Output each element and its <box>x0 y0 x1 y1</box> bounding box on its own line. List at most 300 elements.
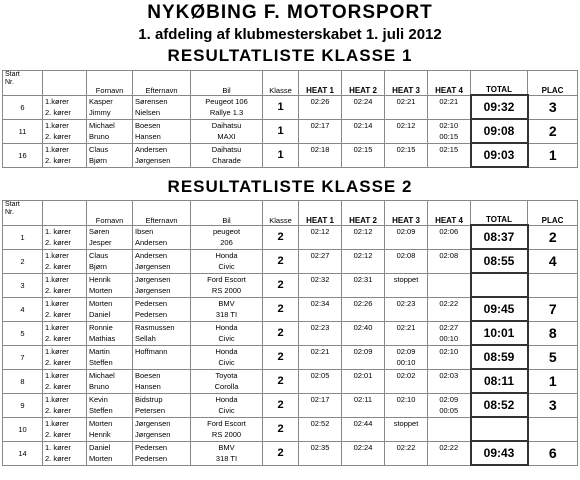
efternavn-cell-line-2: Pedersen <box>135 310 168 319</box>
plac-cell: 1 <box>528 143 578 167</box>
heat3-cell-line-2 <box>387 285 425 296</box>
results-table-klasse-1 <box>2 70 578 168</box>
efternavn-cell-line-2 <box>135 357 188 368</box>
heat4-cell-line-1: 02:21 <box>439 97 459 106</box>
heat2-cell-line-1: 02:12 <box>353 251 373 260</box>
heat1-cell-line-1: 02:12 <box>310 227 330 236</box>
table-row <box>3 95 578 119</box>
fornavn-cell <box>87 345 133 369</box>
heat4-cell <box>428 143 471 167</box>
heat3-cell <box>385 441 428 465</box>
heat3-cell-line-1: 02:09 <box>396 227 416 236</box>
heat1-cell <box>299 273 342 297</box>
heat2-cell <box>342 417 385 441</box>
heat4-cell-line-2 <box>430 453 468 464</box>
bil-cell-line-1: BMV <box>218 299 235 308</box>
heat4-cell-line-2 <box>430 429 468 440</box>
efternavn-cell-line-2: Pedersen <box>135 454 168 463</box>
heat3-cell-line-2 <box>387 131 425 142</box>
heat2-cell <box>342 143 385 167</box>
driver-role-cell-line-1: 1. kører <box>45 227 71 236</box>
total-cell: 08:59 <box>471 345 528 369</box>
heat1-cell <box>299 297 342 321</box>
start-nr-cell: 5 <box>3 321 43 345</box>
total-cell: 09:08 <box>471 119 528 143</box>
driver-role-cell-line-2: 2. kører <box>45 156 71 165</box>
heat4-cell-line-1: 02:08 <box>439 251 459 260</box>
heat3-cell <box>385 273 428 297</box>
driver-role-cell-line-2: 2. kører <box>45 430 71 439</box>
heat2-cell-line-2 <box>344 261 382 272</box>
bil-cell-line-1: Ford Escort <box>207 419 246 428</box>
bil-cell <box>191 441 263 465</box>
fornavn-cell-line-2: Daniel <box>89 310 111 319</box>
heat1-cell <box>299 393 342 417</box>
heat4-cell <box>428 321 471 345</box>
heat3-cell <box>385 321 428 345</box>
bil-cell-line-1: BMV <box>218 443 235 452</box>
heat4-cell-line-1: 02:22 <box>439 443 459 452</box>
efternavn-cell <box>133 297 191 321</box>
fornavn-cell-line-1: Morten <box>89 299 113 308</box>
heat1-cell-line-2 <box>301 309 339 320</box>
heat4-cell-line-2: 00:10 <box>439 334 459 343</box>
plac-cell: 3 <box>528 95 578 119</box>
efternavn-cell <box>133 321 191 345</box>
efternavn-cell-line-2: Nielsen <box>135 108 161 117</box>
klasse-cell: 2 <box>263 393 299 417</box>
heat3-cell-line-2 <box>387 237 425 248</box>
bil-cell-line-2: RS 2000 <box>211 286 242 295</box>
heat3-cell-line-1: 02:21 <box>396 97 416 106</box>
efternavn-cell-line-1: Hoffmann <box>135 347 168 356</box>
heat2-cell <box>342 369 385 393</box>
driver-role-cell-line-1: 1.kører <box>45 347 69 356</box>
heat2-cell-line-2 <box>344 309 382 320</box>
table-header-row <box>3 71 578 96</box>
col-header-start-nr: Start Nr. <box>3 201 43 226</box>
heat3-cell-line-1: stoppet <box>393 275 419 284</box>
heat3-cell-line-1: 02:02 <box>396 371 416 380</box>
driver-role-cell-line-1: 1.kører <box>45 395 69 404</box>
driver-role-cell-line-1: 1.kører <box>45 275 69 284</box>
driver-role-cell-line-2: 2. kører <box>45 358 71 367</box>
fornavn-cell-line-1: Martin <box>89 347 110 356</box>
heat1-cell <box>299 225 342 249</box>
efternavn-cell-line-2: Hansen <box>135 382 161 391</box>
fornavn-cell <box>87 417 133 441</box>
heat3-cell-line-1: 02:09 <box>396 347 416 356</box>
driver-role-cell-line-1: 1.kører <box>45 251 69 260</box>
bil-cell <box>191 273 263 297</box>
heat1-cell-line-2 <box>301 131 339 142</box>
heat1-cell <box>299 417 342 441</box>
heat2-cell-line-2 <box>344 429 382 440</box>
bil-cell-line-1: Ford Escort <box>207 275 246 284</box>
heat4-cell-line-1: 02:09 <box>439 395 459 404</box>
fornavn-cell-line-1: Claus <box>89 145 109 154</box>
heat4-cell <box>428 249 471 273</box>
heat4-cell <box>428 393 471 417</box>
heat2-cell <box>342 441 385 465</box>
page-header <box>0 0 580 70</box>
bil-cell <box>191 345 263 369</box>
bil-cell-line-1: Honda <box>215 347 238 356</box>
heat2-cell <box>342 225 385 249</box>
page-title: NYKØBING F. MOTORSPORT <box>147 2 433 23</box>
efternavn-cell-line-2: Jørgensen <box>135 286 171 295</box>
start-nr-cell: 4 <box>3 297 43 321</box>
total-cell <box>471 273 528 297</box>
total-cell: 08:37 <box>471 225 528 249</box>
heat2-cell-line-1: 02:14 <box>353 121 373 130</box>
efternavn-cell-line-1: Boesen <box>135 121 161 130</box>
heat4-cell <box>428 225 471 249</box>
driver-role-cell <box>43 441 87 465</box>
heat4-cell-line-2 <box>430 285 468 296</box>
heat2-cell <box>342 345 385 369</box>
bil-cell <box>191 417 263 441</box>
heat1-cell <box>299 95 342 119</box>
fornavn-cell-line-1: Søren <box>89 227 110 236</box>
heat4-cell <box>428 95 471 119</box>
driver-role-cell-line-2: 2. kører <box>45 310 71 319</box>
driver-role-cell-line-1: 1.kører <box>45 419 69 428</box>
efternavn-cell-line-1: Sørensen <box>135 97 168 106</box>
total-cell: 09:03 <box>471 143 528 167</box>
heat2-cell-line-1: 02:01 <box>353 371 373 380</box>
heat3-cell-line-1: 02:23 <box>396 299 416 308</box>
heat3-cell <box>385 143 428 167</box>
bil-cell-line-2: RS 2000 <box>211 430 242 439</box>
heat1-cell-line-1: 02:27 <box>310 251 330 260</box>
efternavn-cell-line-2: Sellah <box>135 334 156 343</box>
heat3-cell <box>385 369 428 393</box>
heat1-cell-line-2 <box>301 429 339 440</box>
heat4-cell-line-1: 02:10 <box>439 347 459 356</box>
efternavn-cell <box>133 249 191 273</box>
heat2-cell-line-1: 02:24 <box>353 97 373 106</box>
heat4-cell-line-1: 02:10 <box>439 121 459 130</box>
fornavn-cell <box>87 441 133 465</box>
col-header-efternavn: Efternavn <box>133 71 191 96</box>
plac-cell: 1 <box>528 369 578 393</box>
page-subtitle: 1. afdeling af klubmesterskabet 1. juli 2012 <box>138 26 442 43</box>
bil-cell <box>191 393 263 417</box>
fornavn-cell-line-2: Morten <box>89 286 113 295</box>
heat1-cell <box>299 345 342 369</box>
table-row <box>3 345 578 369</box>
heat2-cell <box>342 273 385 297</box>
efternavn-cell-line-1: Bidstrup <box>135 395 163 404</box>
driver-role-cell-line-2: 2. kører <box>45 286 71 295</box>
driver-role-cell-line-2: 2. kører <box>45 262 71 271</box>
heat1-cell <box>299 249 342 273</box>
efternavn-cell <box>133 95 191 119</box>
heat3-cell-line-2: 00:10 <box>396 358 416 367</box>
col-header-total: TOTAL <box>471 71 528 96</box>
fornavn-cell-line-2: Bjørn <box>89 262 107 271</box>
fornavn-cell <box>87 119 133 143</box>
col-header-start-nr: Start Nr. <box>3 71 43 96</box>
heat2-cell <box>342 95 385 119</box>
heat3-cell-line-1: 02:22 <box>396 443 416 452</box>
heat1-cell <box>299 321 342 345</box>
bil-cell-line-1: Honda <box>215 323 238 332</box>
heat4-cell-line-1: 02:03 <box>439 371 459 380</box>
klasse-cell: 1 <box>263 95 299 119</box>
heat1-cell-line-1: 02:32 <box>310 275 330 284</box>
fornavn-cell <box>87 249 133 273</box>
heat1-cell-line-2 <box>301 107 339 118</box>
heat3-cell-line-1: 02:12 <box>396 121 416 130</box>
total-cell <box>471 417 528 441</box>
fornavn-cell-line-2: Steffen <box>89 358 113 367</box>
heat4-cell-line-2 <box>430 357 468 368</box>
heat4-cell-line-2 <box>430 261 468 272</box>
table-row <box>3 441 578 465</box>
heat1-cell-line-2 <box>301 453 339 464</box>
total-cell: 10:01 <box>471 321 528 345</box>
heat4-cell-line-2 <box>430 237 468 248</box>
heat4-cell <box>428 369 471 393</box>
efternavn-cell-line-1: Ibsen <box>135 227 154 236</box>
driver-role-cell <box>43 417 87 441</box>
plac-cell: 2 <box>528 225 578 249</box>
heat2-cell-line-2 <box>344 155 382 166</box>
driver-role-cell <box>43 143 87 167</box>
heat4-cell-line-2 <box>430 155 468 166</box>
heat3-cell <box>385 345 428 369</box>
heat4-cell <box>428 297 471 321</box>
plac-cell <box>528 417 578 441</box>
bil-cell-line-1: Daihatsu <box>211 121 242 130</box>
heat1-cell-line-2 <box>301 333 339 344</box>
start-nr-cell: 8 <box>3 369 43 393</box>
heat2-cell-line-2 <box>344 333 382 344</box>
plac-cell: 3 <box>528 393 578 417</box>
heat2-cell-line-2 <box>344 357 382 368</box>
table-row <box>3 249 578 273</box>
driver-role-cell <box>43 369 87 393</box>
bil-cell-line-2: Civic <box>218 358 235 367</box>
col-header-heat3: HEAT 3 <box>385 201 428 226</box>
efternavn-cell <box>133 119 191 143</box>
bil-cell-line-2: Rallye 1.3 <box>209 108 244 117</box>
efternavn-cell-line-2: Jørgensen <box>135 262 171 271</box>
efternavn-cell-line-2: Andersen <box>135 238 168 247</box>
klasse-cell: 2 <box>263 297 299 321</box>
heat4-cell-line-1: 02:06 <box>439 227 459 236</box>
bil-cell <box>191 95 263 119</box>
plac-cell <box>528 273 578 297</box>
heat4-cell-line-1 <box>430 418 468 429</box>
heat1-cell-line-2 <box>301 405 339 416</box>
start-nr-cell: 16 <box>3 143 43 167</box>
results-table-klasse-2 <box>2 200 578 466</box>
heat1-cell-line-2 <box>301 357 339 368</box>
bil-cell-line-2: 318 TI <box>215 310 238 319</box>
heat2-cell <box>342 393 385 417</box>
fornavn-cell-line-1: Daniel <box>89 443 111 452</box>
total-cell: 09:45 <box>471 297 528 321</box>
efternavn-cell <box>133 393 191 417</box>
heat4-cell-line-2 <box>430 107 468 118</box>
heat1-cell-line-2 <box>301 155 339 166</box>
heat2-cell-line-2 <box>344 131 382 142</box>
heat4-cell-line-1: 02:22 <box>439 299 459 308</box>
efternavn-cell-line-2: Jørgensen <box>135 156 171 165</box>
heat1-cell-line-1: 02:34 <box>310 299 330 308</box>
heat2-cell-line-1: 02:40 <box>353 323 373 332</box>
efternavn-cell-line-1: Jørgensen <box>135 419 171 428</box>
total-cell: 08:55 <box>471 249 528 273</box>
fornavn-cell-line-1: Ronnie <box>89 323 113 332</box>
table-row <box>3 321 578 345</box>
table-row <box>3 143 578 167</box>
driver-role-cell <box>43 345 87 369</box>
driver-role-cell-line-1: 1.kører <box>45 323 69 332</box>
col-header-klasse: Klasse <box>263 201 299 226</box>
table-row <box>3 297 578 321</box>
heat3-cell <box>385 417 428 441</box>
bil-cell <box>191 249 263 273</box>
efternavn-cell <box>133 143 191 167</box>
total-cell: 08:52 <box>471 393 528 417</box>
driver-role-cell-line-2: 2. kører <box>45 108 71 117</box>
bil-cell-line-2: 206 <box>220 238 233 247</box>
plac-cell: 6 <box>528 441 578 465</box>
driver-role-cell-line-1: 1.kører <box>45 121 69 130</box>
heat1-cell-line-1: 02:35 <box>310 443 330 452</box>
fornavn-cell-line-2: Mathias <box>89 334 116 343</box>
fornavn-cell <box>87 321 133 345</box>
driver-role-cell <box>43 95 87 119</box>
col-header-bil: Bil <box>191 201 263 226</box>
start-nr-cell: 2 <box>3 249 43 273</box>
col-header-role <box>43 201 87 226</box>
fornavn-cell <box>87 369 133 393</box>
start-nr-cell: 7 <box>3 345 43 369</box>
bil-cell <box>191 321 263 345</box>
heat2-cell-line-2 <box>344 237 382 248</box>
heat1-cell-line-1: 02:23 <box>310 323 330 332</box>
fornavn-cell <box>87 393 133 417</box>
table-row <box>3 273 578 297</box>
heat1-cell <box>299 143 342 167</box>
heat4-cell-line-2 <box>430 381 468 392</box>
heat3-cell-line-1: 02:08 <box>396 251 416 260</box>
start-nr-cell: 11 <box>3 119 43 143</box>
col-header-heat1: HEAT 1 <box>299 71 342 96</box>
fornavn-cell <box>87 143 133 167</box>
col-header-heat4: HEAT 4 <box>428 71 471 96</box>
table-row <box>3 369 578 393</box>
heat4-cell-line-1: 02:27 <box>439 323 459 332</box>
fornavn-cell-line-1: Michael <box>89 121 115 130</box>
klasse-cell: 2 <box>263 369 299 393</box>
fornavn-cell-line-1: Henrik <box>89 275 111 284</box>
driver-role-cell-line-2: 2. kører <box>45 334 71 343</box>
col-header-heat2: HEAT 2 <box>342 201 385 226</box>
heat2-cell-line-1: 02:09 <box>353 347 373 356</box>
col-header-plac: PLAC <box>528 201 578 226</box>
heat1-cell-line-2 <box>301 285 339 296</box>
col-header-role <box>43 71 87 96</box>
start-nr-cell: 14 <box>3 441 43 465</box>
driver-role-cell <box>43 119 87 143</box>
efternavn-cell <box>133 369 191 393</box>
klasse-cell: 2 <box>263 417 299 441</box>
heat3-cell <box>385 119 428 143</box>
section-title-klasse-2: RESULTATLISTE KLASSE 2 <box>167 177 413 196</box>
bil-cell-line-2: 318 TI <box>215 454 238 463</box>
plac-cell: 5 <box>528 345 578 369</box>
efternavn-cell-line-1: Boesen <box>135 371 161 380</box>
efternavn-cell-line-1: Pedersen <box>135 443 168 452</box>
heat1-cell <box>299 441 342 465</box>
section-title-klasse-1: RESULTATLISTE KLASSE 1 <box>167 46 413 65</box>
efternavn-cell <box>133 417 191 441</box>
efternavn-cell-line-1: Andersen <box>135 251 168 260</box>
driver-role-cell-line-1: 1.kører <box>45 145 69 154</box>
driver-role-cell <box>43 249 87 273</box>
table-row <box>3 417 578 441</box>
bil-cell-line-1: Honda <box>215 251 238 260</box>
heat2-cell-line-1: 02:11 <box>353 395 373 404</box>
plac-cell: 4 <box>528 249 578 273</box>
bil-cell-line-2: Civic <box>218 262 235 271</box>
heat2-cell-line-1: 02:12 <box>353 227 373 236</box>
driver-role-cell-line-2: 2. kører <box>45 132 71 141</box>
heat3-cell-line-2 <box>387 107 425 118</box>
bil-cell-line-1: Honda <box>215 395 238 404</box>
fornavn-cell-line-1: Kasper <box>89 97 113 106</box>
heat1-cell-line-1: 02:05 <box>310 371 330 380</box>
table-row <box>3 393 578 417</box>
heat3-cell-line-2 <box>387 453 425 464</box>
heat3-cell <box>385 249 428 273</box>
heat4-cell <box>428 119 471 143</box>
efternavn-cell-line-2: Petersen <box>135 406 166 415</box>
heat3-cell-line-2 <box>387 155 425 166</box>
heat2-cell <box>342 119 385 143</box>
heat1-cell-line-2 <box>301 381 339 392</box>
klasse-cell: 1 <box>263 119 299 143</box>
col-header-heat2: HEAT 2 <box>342 71 385 96</box>
klasse-cell: 2 <box>263 345 299 369</box>
driver-role-cell-line-2: 2. kører <box>45 406 71 415</box>
driver-role-cell <box>43 321 87 345</box>
start-nr-cell: 3 <box>3 273 43 297</box>
driver-role-cell <box>43 297 87 321</box>
start-nr-cell: 10 <box>3 417 43 441</box>
heat2-cell <box>342 297 385 321</box>
driver-role-cell-line-1: 1.kører <box>45 299 69 308</box>
heat1-cell-line-1: 02:52 <box>310 419 330 428</box>
driver-role-cell-line-2: 2. kører <box>45 238 71 247</box>
fornavn-cell-line-2: Henrik <box>89 430 111 439</box>
col-header-heat1: HEAT 1 <box>299 201 342 226</box>
heat3-cell <box>385 393 428 417</box>
driver-role-cell-line-1: 1. kører <box>45 443 71 452</box>
efternavn-cell <box>133 441 191 465</box>
heat4-cell-line-2: 00:15 <box>439 132 459 141</box>
col-header-bil: Bil <box>191 71 263 96</box>
table-header-row <box>3 201 578 226</box>
col-header-heat3: HEAT 3 <box>385 71 428 96</box>
fornavn-cell-line-1: Claus <box>89 251 109 260</box>
